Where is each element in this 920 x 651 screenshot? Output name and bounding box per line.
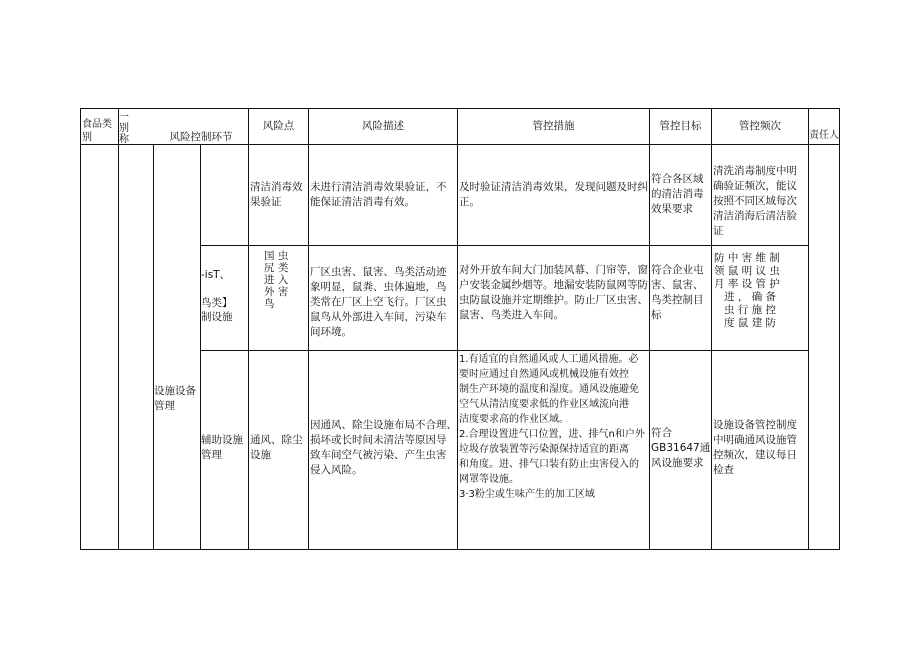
r3-step: 辅助设施 管理 [201, 434, 243, 461]
r2-step: -isT、 鸟类】 制设施 [201, 269, 233, 323]
r3-risk-desc: 因通风、除尘设施布局不合理、 损坏或长时间未清洁等原因导 致车间空气被污染、产生虫害 侵入风险。 [310, 419, 457, 476]
r2-measures: 对外开放车间大门加装风幕、门帘等，窗 户安装金属纱烟等。地漏安装防鼠网等防 虫防鼠设施并定期维护。防止厂区虫害、 鼠害、鸟类进入车间。 [459, 264, 648, 321]
table-line [200, 350, 808, 351]
r1-frequency: 清洗消毒制度中明 确验证频次，能议 按照不同区域每次 清洁消海后清洁脸 证 [713, 165, 797, 237]
r1-measures: 及时验证清洁消毒效果，发现问题及时纠 正。 [459, 181, 648, 208]
table-line [711, 108, 712, 550]
table-line [308, 108, 309, 550]
table-line [248, 108, 249, 550]
table-line [80, 549, 840, 550]
header-measures: 管控措施 [532, 120, 575, 132]
header-goal: 管控目标 [659, 120, 702, 132]
r3-measures: 1.有适宜的自然通风或人工通风措施。必 要时应通过自然通风或机械设施有效控 制生产环境的温度和湿度。通风设施避免 空气从清洁度要求低的作业区域流向港 洁度要求高的作业区域。 2.合理设置进气口位置，进、排气n和户外 垃圾存放装置等污染源保持适宜的距离 和角度。进、排气口装有防止虫害侵入的 网罩等设施。 3·3粉尘或生味产生的加工区域 [459, 354, 645, 500]
table-line [808, 108, 809, 550]
table-line [200, 144, 201, 550]
r3-frequency: 设施设备管控制度 中明确通风设施管 控频次，建议每日 检查 [713, 419, 797, 476]
header-responsible: 责任人 [809, 130, 839, 141]
header-risk-point: 风险点 [262, 120, 295, 132]
risk-control-table [80, 108, 840, 550]
r3-risk-point: 通风、除尘 设施 [250, 434, 303, 461]
r2-frequency: 防 中 害 维 制 领 鼠 明 议 虫 月 率 设 管 护 进 ， 确 备 虫 行 施 控 度 鼠 建 防 [714, 252, 780, 329]
table-line [80, 108, 81, 550]
r2-risk-point: 国 虫 尻 类 进 入 外 害 鸟 [264, 250, 289, 310]
r1-goal: 符合各区域 的清洁消毒 效果要求 [651, 173, 704, 215]
header-frequency: 管控频次 [739, 120, 781, 132]
table-line [457, 108, 458, 550]
header-risk-desc: 风险描述 [362, 120, 404, 132]
r3-goal: 符合 GB31647通 风设施要求 [651, 427, 711, 469]
table-line [839, 108, 840, 550]
r3-group: 设施设备 管理 [154, 385, 196, 412]
r1-risk-point: 清洁消毒效 果验证 [250, 181, 303, 208]
header-food-category: 食品类别 [82, 119, 112, 143]
r2-goal: 符合企业屯 害、鼠害、 鸟类控制目 标 [651, 264, 704, 321]
table-line [649, 108, 650, 550]
table-line [80, 108, 840, 109]
r2-risk-desc: 厂区虫害、鼠害、鸟类活动迹 象明显，鼠粪、虫体遍地，鸟 类常在厂区上空飞行。厂区虫 鼠鸟从外部进入车间，污染车 间环境。 [310, 266, 447, 338]
header-alias: 一别称 [119, 112, 129, 145]
table-line [153, 144, 154, 550]
r1-risk-desc: 未进行清洁消毒效果验证，不 能保证清洁消毒有效。 [310, 181, 447, 208]
header-control-step: 风险控制环节 [169, 131, 233, 143]
table-line [200, 245, 808, 246]
table-line [118, 108, 119, 550]
